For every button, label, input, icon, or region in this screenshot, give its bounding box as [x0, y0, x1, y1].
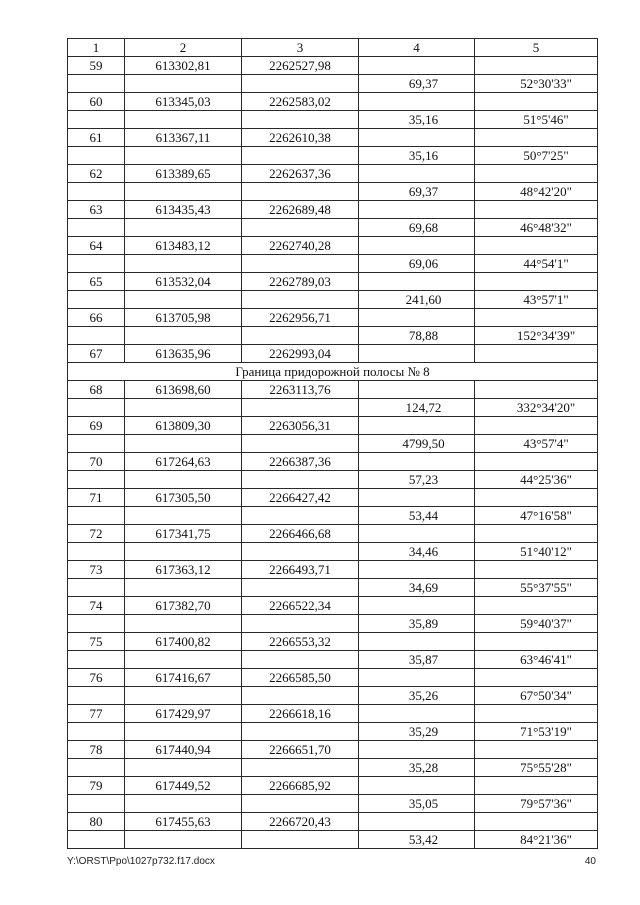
segment-row — [68, 651, 598, 669]
empty-cell — [68, 651, 125, 669]
empty-cell — [125, 795, 242, 813]
empty-cell — [359, 489, 475, 507]
distance-cell: 35,16 — [359, 147, 475, 165]
empty-cell — [242, 147, 359, 165]
empty-cell — [359, 93, 475, 111]
x-coordinate-cell: 613367,11 — [125, 129, 242, 147]
y-coordinate-cell: 2266466,68 — [242, 525, 359, 543]
y-coordinate-cell: 2262527,98 — [242, 57, 359, 75]
empty-cell — [242, 111, 359, 129]
empty-cell — [68, 291, 125, 309]
distance-cell: 35,87 — [359, 651, 475, 669]
empty-cell — [475, 669, 598, 687]
distance-cell: 4799,50 — [359, 435, 475, 453]
empty-cell — [68, 111, 125, 129]
distance-cell: 35,89 — [359, 615, 475, 633]
y-coordinate-cell: 2262789,03 — [242, 273, 359, 291]
empty-cell — [359, 669, 475, 687]
x-coordinate-cell: 617455,63 — [125, 813, 242, 831]
empty-cell — [359, 777, 475, 795]
segment-row — [68, 255, 598, 273]
point-row — [68, 309, 598, 327]
point-row — [68, 93, 598, 111]
empty-cell — [125, 147, 242, 165]
empty-cell — [68, 759, 125, 777]
distance-cell: 35,26 — [359, 687, 475, 705]
empty-cell — [68, 435, 125, 453]
empty-cell — [359, 741, 475, 759]
empty-cell — [359, 273, 475, 291]
direction-angle-cell: 44°25'36" — [475, 471, 598, 489]
direction-angle-cell: 63°46'41" — [475, 651, 598, 669]
empty-cell — [125, 543, 242, 561]
x-coordinate-cell: 613809,30 — [125, 417, 242, 435]
y-coordinate-cell: 2266493,71 — [242, 561, 359, 579]
empty-cell — [242, 399, 359, 417]
direction-angle-cell: 47°16'58" — [475, 507, 598, 525]
x-coordinate-cell: 617305,50 — [125, 489, 242, 507]
empty-cell — [68, 471, 125, 489]
empty-cell — [359, 57, 475, 75]
empty-cell — [242, 795, 359, 813]
empty-cell — [242, 723, 359, 741]
empty-cell — [125, 471, 242, 489]
empty-cell — [475, 561, 598, 579]
y-coordinate-cell: 2266387,36 — [242, 453, 359, 471]
empty-cell — [242, 327, 359, 345]
empty-cell — [359, 453, 475, 471]
empty-cell — [475, 633, 598, 651]
segment-row — [68, 75, 598, 93]
empty-cell — [68, 579, 125, 597]
empty-cell — [242, 759, 359, 777]
segment-row — [68, 795, 598, 813]
empty-cell — [242, 579, 359, 597]
x-coordinate-cell: 617449,52 — [125, 777, 242, 795]
empty-cell — [125, 435, 242, 453]
direction-angle-cell: 43°57'4" — [475, 435, 598, 453]
x-coordinate-cell: 617400,82 — [125, 633, 242, 651]
direction-angle-cell: 332°34'20" — [475, 399, 598, 417]
point-row — [68, 57, 598, 75]
y-coordinate-cell: 2266651,70 — [242, 741, 359, 759]
distance-cell: 69,68 — [359, 219, 475, 237]
direction-angle-cell: 67°50'34" — [475, 687, 598, 705]
empty-cell — [359, 597, 475, 615]
y-coordinate-cell: 2262740,28 — [242, 237, 359, 255]
segment-row — [68, 615, 598, 633]
empty-cell — [359, 705, 475, 723]
distance-cell: 35,29 — [359, 723, 475, 741]
direction-angle-cell: 59°40'37" — [475, 615, 598, 633]
point-number-cell: 80 — [68, 813, 125, 831]
y-coordinate-cell: 2263113,76 — [242, 381, 359, 399]
empty-cell — [125, 75, 242, 93]
empty-cell — [125, 831, 242, 849]
empty-cell — [242, 255, 359, 273]
empty-cell — [475, 417, 598, 435]
empty-cell — [242, 507, 359, 525]
empty-cell — [359, 417, 475, 435]
empty-cell — [475, 777, 598, 795]
distance-cell: 53,42 — [359, 831, 475, 849]
segment-row — [68, 507, 598, 525]
distance-cell: 241,60 — [359, 291, 475, 309]
empty-cell — [359, 525, 475, 543]
point-number-cell: 72 — [68, 525, 125, 543]
empty-cell — [125, 399, 242, 417]
empty-cell — [359, 345, 475, 363]
empty-cell — [242, 471, 359, 489]
point-number-cell: 67 — [68, 345, 125, 363]
direction-angle-cell: 44°54'1" — [475, 255, 598, 273]
distance-cell: 124,72 — [359, 399, 475, 417]
direction-angle-cell: 51°40'12" — [475, 543, 598, 561]
empty-cell — [125, 327, 242, 345]
empty-cell — [242, 219, 359, 237]
segment-row — [68, 831, 598, 849]
point-number-cell: 64 — [68, 237, 125, 255]
direction-angle-cell: 55°37'55" — [475, 579, 598, 597]
point-row — [68, 381, 598, 399]
point-number-cell: 65 — [68, 273, 125, 291]
direction-angle-cell: 46°48'32" — [475, 219, 598, 237]
x-coordinate-cell: 613532,04 — [125, 273, 242, 291]
x-coordinate-cell: 613483,12 — [125, 237, 242, 255]
x-coordinate-cell: 617440,94 — [125, 741, 242, 759]
empty-cell — [242, 543, 359, 561]
empty-cell — [475, 453, 598, 471]
x-coordinate-cell: 617429,97 — [125, 705, 242, 723]
empty-cell — [242, 291, 359, 309]
empty-cell — [475, 525, 598, 543]
segment-row — [68, 435, 598, 453]
y-coordinate-cell: 2266585,50 — [242, 669, 359, 687]
point-number-cell: 59 — [68, 57, 125, 75]
segment-row — [68, 687, 598, 705]
x-coordinate-cell: 617264,63 — [125, 453, 242, 471]
empty-cell — [125, 291, 242, 309]
point-row — [68, 417, 598, 435]
x-coordinate-cell: 617341,75 — [125, 525, 242, 543]
empty-cell — [475, 237, 598, 255]
point-number-cell: 71 — [68, 489, 125, 507]
segment-row — [68, 579, 598, 597]
empty-cell — [68, 687, 125, 705]
distance-cell: 35,05 — [359, 795, 475, 813]
empty-cell — [475, 597, 598, 615]
y-coordinate-cell: 2262956,71 — [242, 309, 359, 327]
x-coordinate-cell: 613435,43 — [125, 201, 242, 219]
empty-cell — [125, 759, 242, 777]
point-number-cell: 77 — [68, 705, 125, 723]
y-coordinate-cell: 2262610,38 — [242, 129, 359, 147]
page-number: 40 — [584, 856, 596, 867]
header-row — [68, 39, 598, 57]
direction-angle-cell: 52°30'33" — [475, 75, 598, 93]
empty-cell — [242, 183, 359, 201]
direction-angle-cell: 75°55'28" — [475, 759, 598, 777]
x-coordinate-cell: 613389,65 — [125, 165, 242, 183]
empty-cell — [475, 273, 598, 291]
point-number-cell: 73 — [68, 561, 125, 579]
point-number-cell: 61 — [68, 129, 125, 147]
distance-cell: 53,44 — [359, 507, 475, 525]
empty-cell — [68, 183, 125, 201]
empty-cell — [475, 57, 598, 75]
empty-cell — [125, 183, 242, 201]
point-row — [68, 741, 598, 759]
direction-angle-cell: 50°7'25" — [475, 147, 598, 165]
empty-cell — [475, 93, 598, 111]
point-row — [68, 633, 598, 651]
empty-cell — [475, 165, 598, 183]
point-number-cell: 63 — [68, 201, 125, 219]
x-coordinate-cell: 613698,60 — [125, 381, 242, 399]
header-cell: 1 — [68, 39, 125, 57]
empty-cell — [475, 381, 598, 399]
direction-angle-cell: 71°53'19" — [475, 723, 598, 741]
empty-cell — [125, 507, 242, 525]
point-row — [68, 453, 598, 471]
empty-cell — [242, 435, 359, 453]
empty-cell — [125, 723, 242, 741]
empty-cell — [359, 201, 475, 219]
empty-cell — [359, 561, 475, 579]
section-title: Граница придорожной полосы № 8 — [68, 363, 598, 381]
point-number-cell: 79 — [68, 777, 125, 795]
segment-row — [68, 759, 598, 777]
point-row — [68, 813, 598, 831]
distance-cell: 35,28 — [359, 759, 475, 777]
distance-cell: 57,23 — [359, 471, 475, 489]
empty-cell — [359, 813, 475, 831]
direction-angle-cell: 48°42'20" — [475, 183, 598, 201]
distance-cell: 69,06 — [359, 255, 475, 273]
empty-cell — [125, 219, 242, 237]
direction-angle-cell: 43°57'1" — [475, 291, 598, 309]
point-number-cell: 74 — [68, 597, 125, 615]
segment-row — [68, 147, 598, 165]
point-row — [68, 705, 598, 723]
point-row — [68, 345, 598, 363]
y-coordinate-cell: 2262689,48 — [242, 201, 359, 219]
distance-cell: 35,16 — [359, 111, 475, 129]
segment-row — [68, 723, 598, 741]
coordinates-table — [67, 38, 598, 849]
empty-cell — [359, 633, 475, 651]
point-number-cell: 62 — [68, 165, 125, 183]
empty-cell — [242, 615, 359, 633]
empty-cell — [475, 129, 598, 147]
empty-cell — [125, 687, 242, 705]
empty-cell — [125, 255, 242, 273]
point-number-cell: 60 — [68, 93, 125, 111]
y-coordinate-cell: 2262583,02 — [242, 93, 359, 111]
header-cell: 2 — [125, 39, 242, 57]
segment-row — [68, 471, 598, 489]
distance-cell: 69,37 — [359, 183, 475, 201]
x-coordinate-cell: 617382,70 — [125, 597, 242, 615]
y-coordinate-cell: 2266522,34 — [242, 597, 359, 615]
empty-cell — [125, 615, 242, 633]
empty-cell — [68, 723, 125, 741]
segment-row — [68, 183, 598, 201]
point-number-cell: 68 — [68, 381, 125, 399]
segment-row — [68, 111, 598, 129]
y-coordinate-cell: 2262993,04 — [242, 345, 359, 363]
empty-cell — [68, 543, 125, 561]
empty-cell — [475, 309, 598, 327]
y-coordinate-cell: 2266685,92 — [242, 777, 359, 795]
segment-row — [68, 291, 598, 309]
x-coordinate-cell: 613345,03 — [125, 93, 242, 111]
segment-row — [68, 399, 598, 417]
empty-cell — [359, 165, 475, 183]
point-row — [68, 165, 598, 183]
footer-file-path: Y:\ORST\Ppo\1027p732.f17.docx — [67, 856, 215, 867]
distance-cell: 78,88 — [359, 327, 475, 345]
empty-cell — [68, 75, 125, 93]
header-cell: 5 — [475, 39, 598, 57]
point-number-cell: 76 — [68, 669, 125, 687]
empty-cell — [359, 381, 475, 399]
empty-cell — [475, 345, 598, 363]
header-cell: 3 — [242, 39, 359, 57]
x-coordinate-cell: 617363,12 — [125, 561, 242, 579]
x-coordinate-cell: 613302,81 — [125, 57, 242, 75]
point-row — [68, 129, 598, 147]
y-coordinate-cell: 2266427,42 — [242, 489, 359, 507]
point-number-cell: 78 — [68, 741, 125, 759]
empty-cell — [242, 687, 359, 705]
point-row — [68, 777, 598, 795]
empty-cell — [242, 831, 359, 849]
x-coordinate-cell: 613705,98 — [125, 309, 242, 327]
point-number-cell: 70 — [68, 453, 125, 471]
empty-cell — [359, 129, 475, 147]
empty-cell — [475, 741, 598, 759]
point-row — [68, 273, 598, 291]
header-cell: 4 — [359, 39, 475, 57]
empty-cell — [359, 309, 475, 327]
segment-row — [68, 219, 598, 237]
empty-cell — [68, 255, 125, 273]
empty-cell — [68, 147, 125, 165]
empty-cell — [68, 831, 125, 849]
point-row — [68, 669, 598, 687]
empty-cell — [125, 579, 242, 597]
empty-cell — [68, 327, 125, 345]
point-row — [68, 201, 598, 219]
segment-row — [68, 543, 598, 561]
empty-cell — [68, 507, 125, 525]
empty-cell — [68, 219, 125, 237]
point-number-cell: 75 — [68, 633, 125, 651]
point-number-cell: 69 — [68, 417, 125, 435]
empty-cell — [242, 651, 359, 669]
direction-angle-cell: 152°34'39" — [475, 327, 598, 345]
y-coordinate-cell: 2263056,31 — [242, 417, 359, 435]
empty-cell — [125, 651, 242, 669]
segment-row — [68, 327, 598, 345]
x-coordinate-cell: 617416,67 — [125, 669, 242, 687]
section-separator-row — [68, 363, 598, 381]
x-coordinate-cell: 613635,96 — [125, 345, 242, 363]
direction-angle-cell: 51°5'46" — [475, 111, 598, 129]
distance-cell: 69,37 — [359, 75, 475, 93]
empty-cell — [68, 615, 125, 633]
empty-cell — [359, 237, 475, 255]
empty-cell — [125, 111, 242, 129]
empty-cell — [242, 75, 359, 93]
y-coordinate-cell: 2266553,32 — [242, 633, 359, 651]
empty-cell — [68, 399, 125, 417]
y-coordinate-cell: 2262637,36 — [242, 165, 359, 183]
empty-cell — [475, 705, 598, 723]
point-row — [68, 237, 598, 255]
empty-cell — [475, 813, 598, 831]
direction-angle-cell: 84°21'36" — [475, 831, 598, 849]
y-coordinate-cell: 2266618,16 — [242, 705, 359, 723]
empty-cell — [475, 489, 598, 507]
y-coordinate-cell: 2266720,43 — [242, 813, 359, 831]
empty-cell — [475, 201, 598, 219]
point-row — [68, 525, 598, 543]
direction-angle-cell: 79°57'36" — [475, 795, 598, 813]
point-row — [68, 489, 598, 507]
point-row — [68, 597, 598, 615]
distance-cell: 34,46 — [359, 543, 475, 561]
point-row — [68, 561, 598, 579]
point-number-cell: 66 — [68, 309, 125, 327]
empty-cell — [68, 795, 125, 813]
distance-cell: 34,69 — [359, 579, 475, 597]
